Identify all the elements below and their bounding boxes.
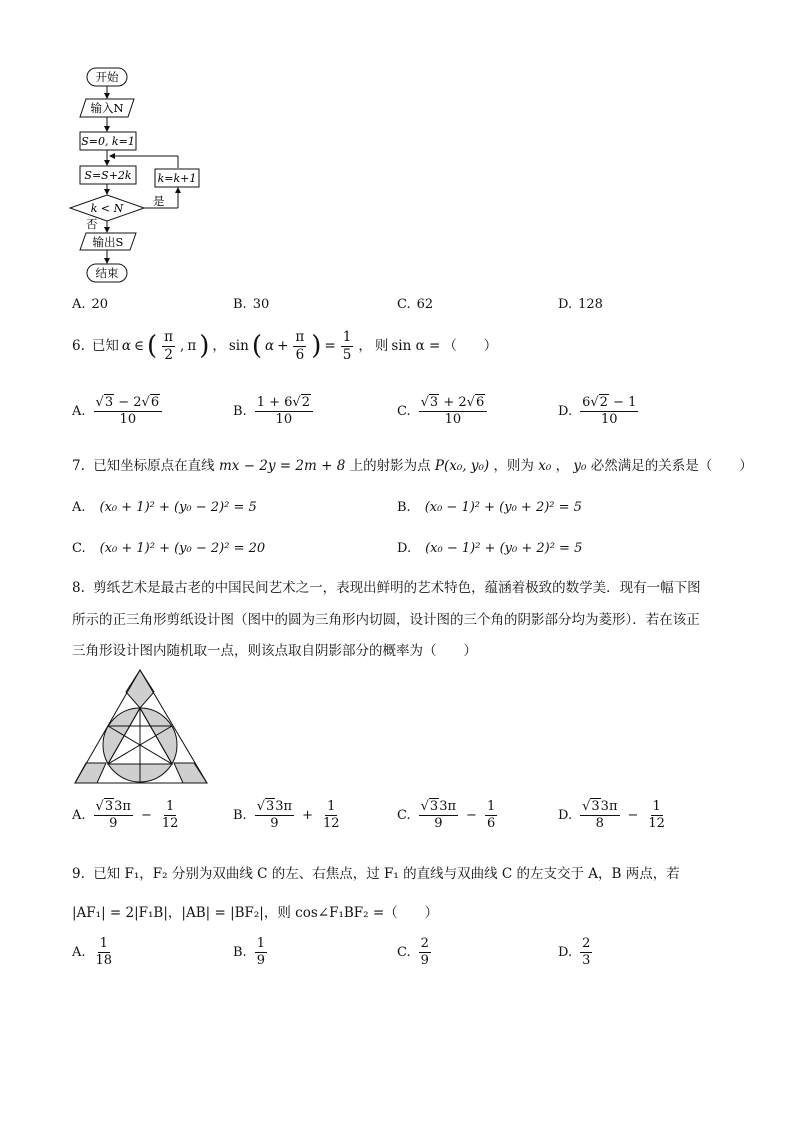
flow-yes-label: 是 [153,194,165,208]
flow-end-text: 结束 [95,266,119,280]
flowchart [66,62,206,284]
question-number: 9. [72,866,85,882]
question-8-line1: 8. 剪纸艺术是最古老的中国民间艺术之一，表现出鲜明的艺术特色，蕴涵着极致的数学美．现有一幅下图 [72,580,701,596]
option-value: 62 [416,297,434,312]
option-letter: C. [397,297,411,312]
q8-option-b[interactable]: B. $\frac{√33\pi}{9}$ + $\frac{1}{12}$ [233,799,340,832]
q5-option-a[interactable] [72,297,108,312]
flow-no-label: 否 [86,217,98,231]
q9-option-d[interactable]: D. $\frac{2}{3}$ [558,936,591,969]
option-value: 30 [252,297,270,312]
q7-option-d[interactable]: D. (x₀ − 1)² + (y₀ + 2)² = 5 [397,541,583,556]
question-8-line3: 三角形设计图内随机取一点，则该点取自阴影部分的概率为（ ） [72,643,477,659]
q6-option-d[interactable]: D. $\frac{6√2 - 1}{10}$ [558,395,637,428]
q9-option-a[interactable]: A. $\frac{1}{18}$ [72,936,113,969]
q8-option-a[interactable]: A. $\frac{√33\pi}{9}$ − $\frac{1}{12}$ [72,799,179,832]
q9-option-b[interactable]: B. $\frac{1}{9}$ [233,936,265,969]
q7-option-b[interactable]: B. (x₀ − 1)² + (y₀ + 2)² = 5 [397,500,582,515]
option-letter: B. [233,297,247,312]
flow-input-text: 输入N [90,101,124,115]
q9-option-c[interactable]: C. $\frac{2}{9}$ [397,936,429,969]
flow-update-k-text: k=k+1 [157,172,197,185]
question-7: 7. 已知坐标原点在直线 mx − 2y = 2m + 8 上的射影为点 P(x₀, y₀) ，则为 x₀ ， y₀ 必然满足的关系是（ ） [72,458,753,474]
question-8-line2: 所示的正三角形剪纸设计图（图中的圆为三角形内切圆，设计图的三个角的阴影部分均为菱形）．若在该正 [72,612,700,628]
flow-start-text: 开始 [95,70,119,84]
question-9-line1: 9. 已知 F₁，F₂ 分别为双曲线 C 的左、右焦点，过 F₁ 的直线与双曲线 C 的左支交于 A，B 两点，若 [72,866,680,882]
flow-output-text: 输出S [92,235,124,249]
q5-option-b[interactable] [233,297,269,312]
q7-option-c[interactable]: C. (x₀ + 1)² + (y₀ − 2)² = 20 [72,541,266,556]
q8-option-d[interactable]: D. $\frac{√33\pi}{8}$ − $\frac{1}{12}$ [558,799,665,832]
papercut-triangle-figure [72,667,212,787]
option-value: 128 [578,297,603,312]
question-text: 已知 [91,338,119,355]
option-letter: A. [72,297,86,312]
q8-option-c[interactable]: C. $\frac{√33\pi}{9}$ − $\frac{1}{6}$ [397,799,496,832]
question-number: 8. [72,580,85,596]
q6-option-c[interactable]: C. $\frac{√3 + 2√6}{10}$ [397,396,489,428]
q5-option-c[interactable] [397,297,433,312]
question-number: 7. [72,458,85,474]
option-value: 20 [91,297,109,312]
flow-init-text: S=0, k=1 [81,135,135,148]
question-number: 6. [72,338,85,355]
flow-update-s-text: S=S+2k [84,169,132,182]
q5-option-d[interactable] [558,297,603,312]
flow-decision-text: k < N [90,202,124,215]
question-6: 6. 已知 α ∈ ( $\frac{\pi}{2}$ , π ) ， sin ( α + $\frac{\pi}{6}$ ) = $\frac{1}{5}$ ， 则 sin α = （ ） [72,329,498,363]
q6-option-b[interactable]: B. $\frac{1 + 6√2}{10}$ [233,396,315,428]
option-letter: D. [558,297,573,312]
q7-option-a[interactable]: A. (x₀ + 1)² + (y₀ − 2)² = 5 [72,500,257,515]
question-9-line2: |AF₁| = 2|F₁B|，|AB| = |BF₂|，则 cos∠F₁BF₂ =（ ） [72,905,439,921]
answer-blank: （ ） [443,338,498,355]
q6-option-a[interactable]: A. $\frac{√3 - 2√6}{10}$ [72,396,164,428]
